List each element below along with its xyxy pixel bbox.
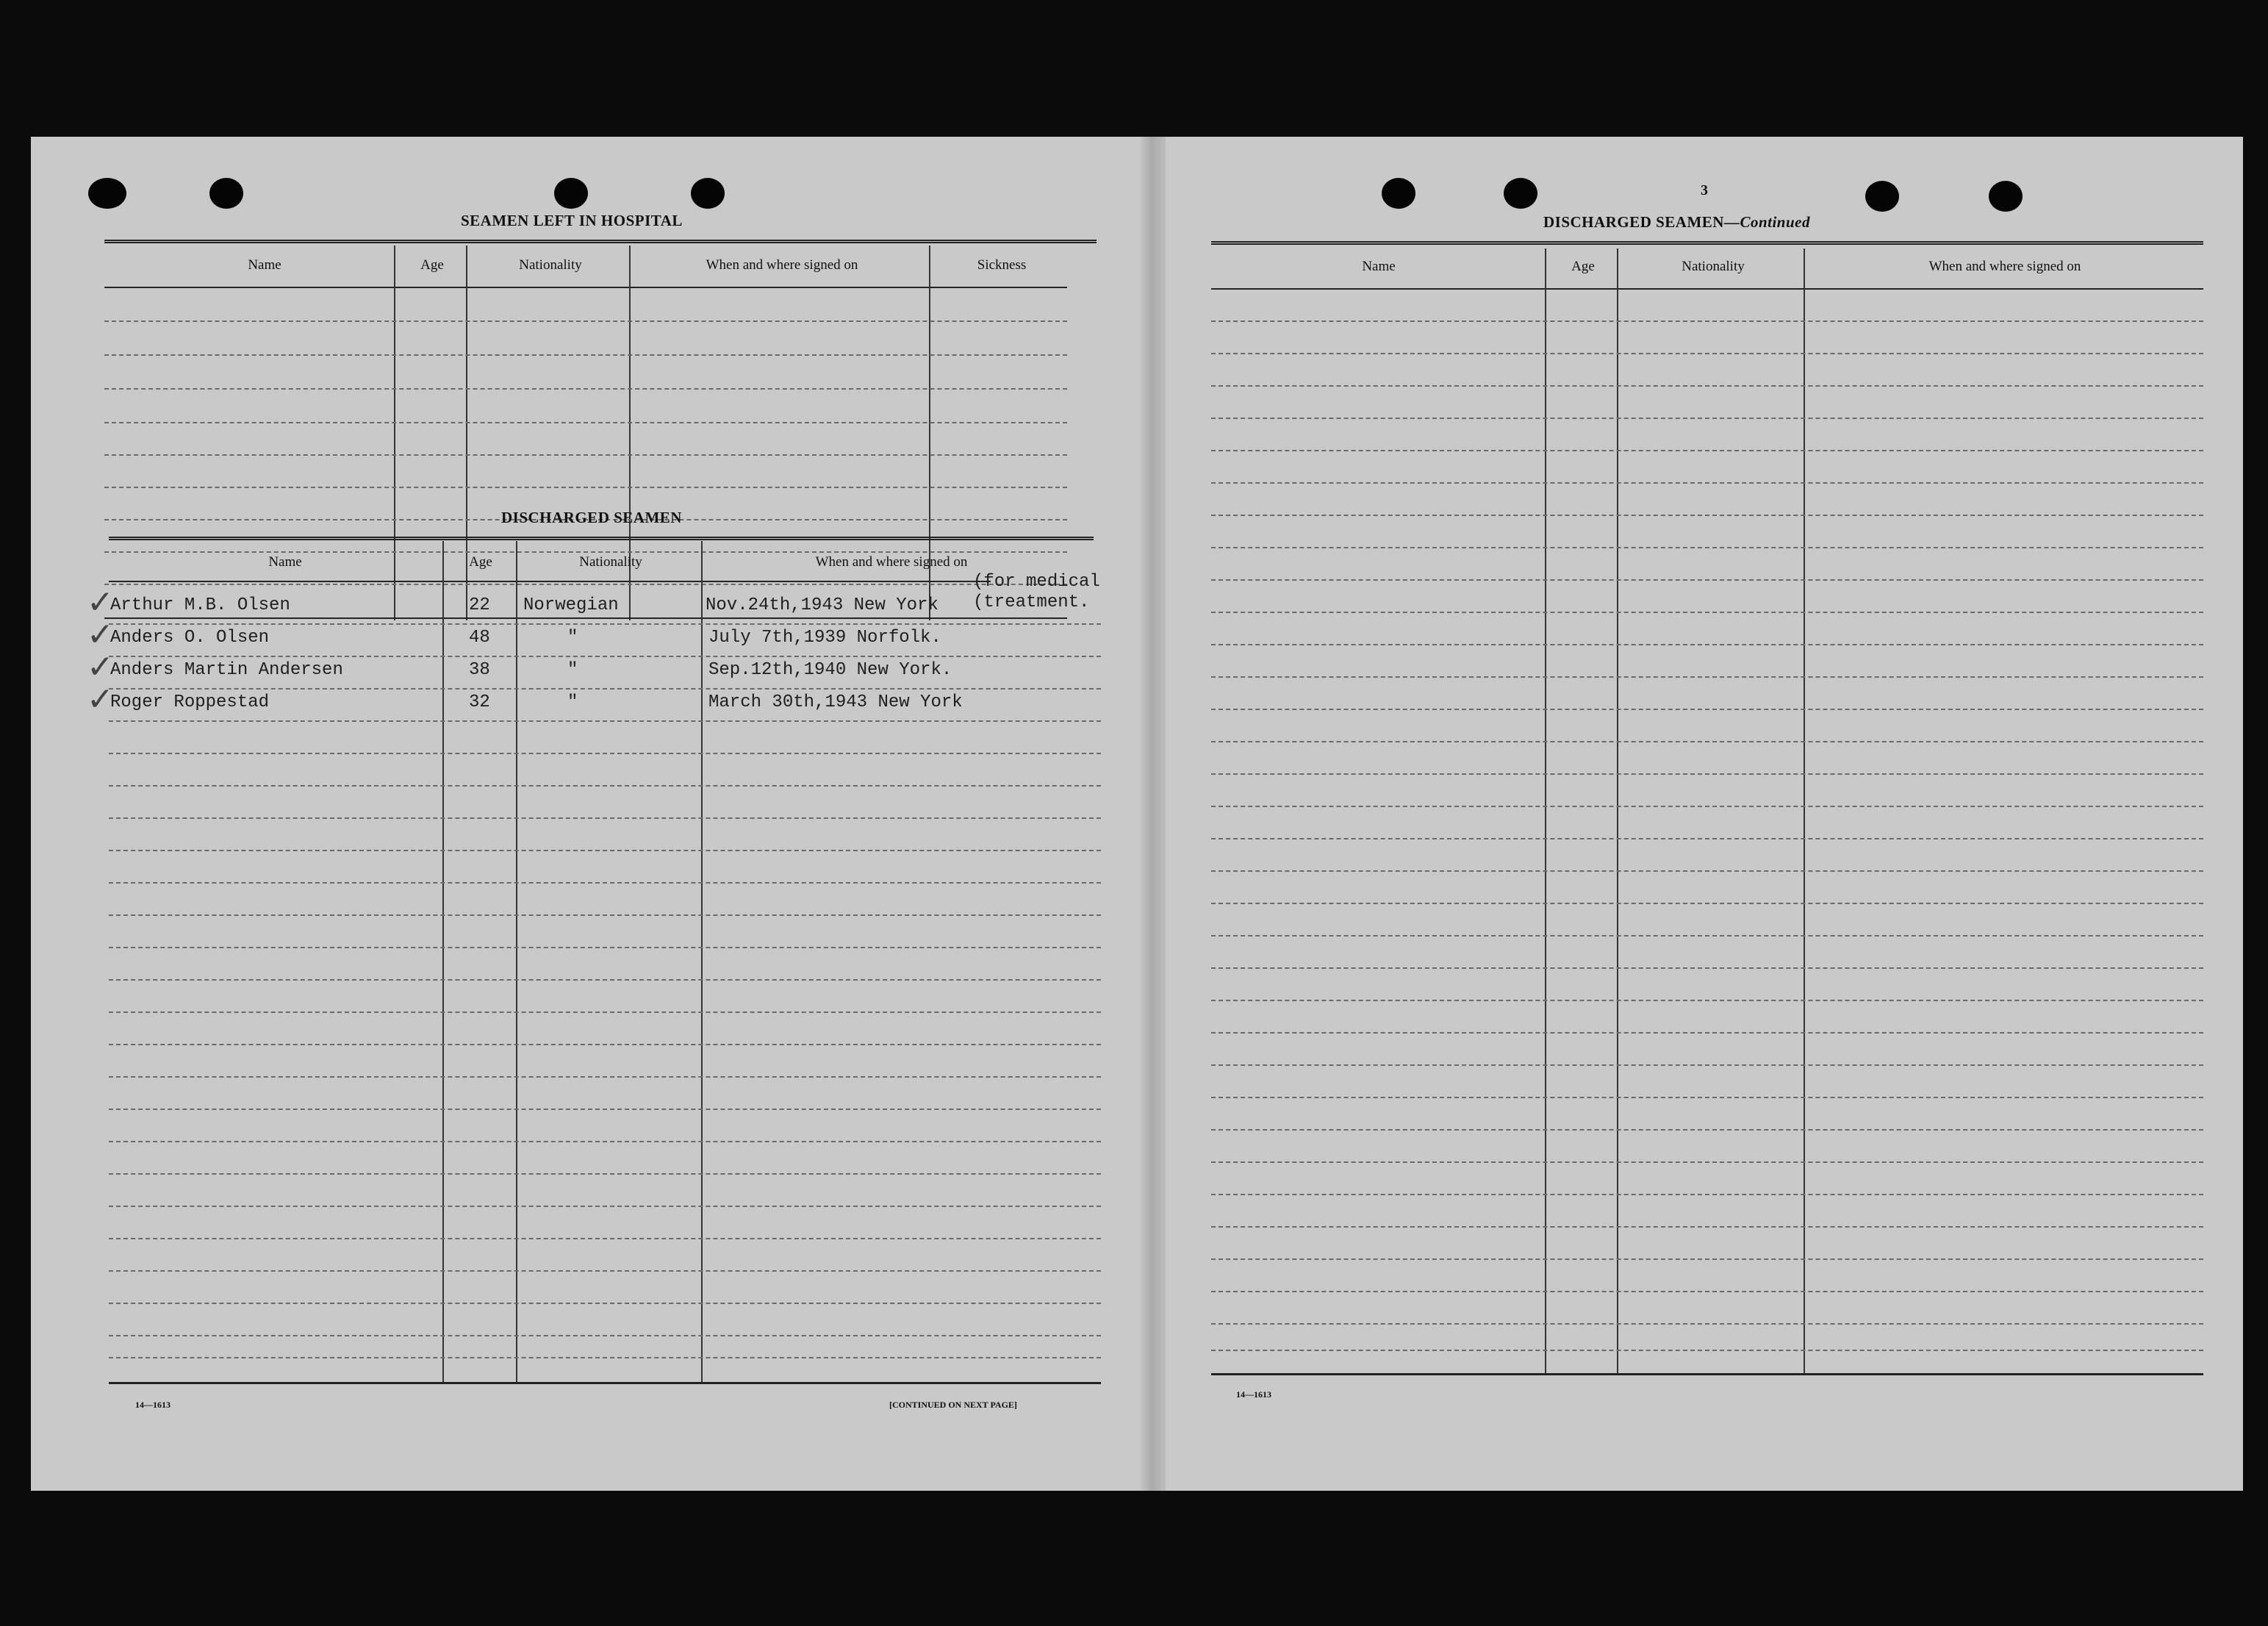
continued-row-line <box>1211 1064 2203 1066</box>
discharged-row-line <box>109 947 1101 948</box>
hospital-row-line <box>104 551 1067 553</box>
punch-hole <box>691 178 725 209</box>
form-number: 14—1613 <box>1236 1389 1271 1400</box>
continued-row-line <box>1211 709 2203 710</box>
continued-table-bottom-rule <box>1211 1373 2203 1375</box>
hospital-col-sickness-header: Sickness <box>977 257 1027 273</box>
discharged-row-line <box>109 817 1101 819</box>
punch-hole <box>1382 178 1415 209</box>
discharged-row-line <box>109 1238 1101 1239</box>
discharged-row-line <box>109 1173 1101 1175</box>
discharged-row-line <box>109 979 1101 981</box>
hospital-col-name-header: Name <box>248 257 281 273</box>
check-mark-icon: ✓ <box>87 681 114 718</box>
hospital-table-top-rule <box>104 240 1097 243</box>
continued-row-line <box>1211 676 2203 678</box>
discharged-row-nationality: " <box>567 692 578 712</box>
continued-row-line <box>1211 806 2203 807</box>
discharged-row-line <box>109 1303 1101 1304</box>
discharged-table-bottom-rule <box>109 1382 1101 1384</box>
continued-row-line <box>1211 773 2203 775</box>
discharged-row-line <box>109 753 1101 754</box>
discharged-row-line <box>109 1076 1101 1078</box>
discharged-row-line <box>109 882 1101 884</box>
continued-row-line <box>1211 612 2203 613</box>
discharged-row-name: Roger Roppestad <box>110 692 270 712</box>
discharged-table-top-rule <box>109 537 1094 540</box>
check-mark-icon: ✓ <box>87 584 114 621</box>
continued-row-line <box>1211 1097 2203 1098</box>
continued-row-line <box>1211 967 2203 969</box>
discharged-row-signed-on: Nov.24th,1943 New York <box>706 595 939 615</box>
hospital-row-line <box>104 454 1067 456</box>
hospital-col-signed-on-header: When and where signed on <box>706 257 858 273</box>
hospital-row-line <box>104 422 1067 423</box>
discharged-row-line <box>109 1044 1101 1045</box>
hospital-row-line <box>104 487 1067 488</box>
discharged-row-name: Anders Martin Andersen <box>110 660 343 680</box>
discharged-row-line <box>109 785 1101 787</box>
discharged-row-age: 48 <box>469 628 490 648</box>
continued-row-line <box>1211 385 2203 387</box>
continued-row-line <box>1211 870 2203 872</box>
hospital-row-line <box>104 354 1067 356</box>
discharged-col-divider <box>701 541 703 1383</box>
continued-row-line <box>1211 1000 2203 1001</box>
discharged-row-line <box>109 1335 1101 1336</box>
discharged-row-age: 32 <box>469 692 490 712</box>
continued-row-line <box>1211 353 2203 354</box>
discharged-row-line <box>109 850 1101 851</box>
continued-row-line <box>1211 1350 2203 1351</box>
discharged-row-nationality: " <box>567 628 578 648</box>
discharged-row-nationality: Norwegian <box>523 595 619 615</box>
continued-title-suffix: —Continued <box>1723 213 1810 231</box>
continued-row-line <box>1211 935 2203 936</box>
continued-row-line <box>1211 1032 2203 1034</box>
discharged-row-line <box>109 1357 1101 1358</box>
continued-col-name-header: Name <box>1362 259 1396 274</box>
continued-row-line <box>1211 903 2203 904</box>
continued-title-main: DISCHARGED SEAMEN <box>1543 213 1724 231</box>
discharged-row-age: 22 <box>469 595 490 615</box>
hospital-col-age-header: Age <box>420 257 444 273</box>
punch-hole <box>88 178 126 209</box>
continued-row-line <box>1211 741 2203 742</box>
punch-hole <box>1989 181 2023 212</box>
check-mark-icon: ✓ <box>87 616 114 653</box>
discharged-row-line <box>109 914 1101 916</box>
discharged-col-divider <box>442 541 444 1383</box>
continued-row-line <box>1211 838 2203 839</box>
continued-section-title <box>1543 213 1810 232</box>
discharged-row-line <box>109 720 1101 722</box>
discharged-col-divider <box>516 541 517 1383</box>
continued-row-line <box>1211 482 2203 484</box>
discharged-row-signed-on: Sep.12th,1940 New York. <box>708 660 952 680</box>
punch-hole <box>1865 181 1899 212</box>
discharged-row-signed-on: July 7th,1939 Norfolk. <box>708 628 941 648</box>
continued-row-line <box>1211 1258 2203 1260</box>
check-mark-icon: ✓ <box>87 648 114 686</box>
continued-col-signed-on-header: When and where signed on <box>1928 259 2081 274</box>
discharged-row-line <box>109 688 1101 690</box>
page-number: 3 <box>1701 182 1708 198</box>
discharged-row-line <box>109 1109 1101 1110</box>
medical-annotation: (treatment. <box>973 592 1090 612</box>
continued-row-line <box>1211 418 2203 419</box>
discharged-col-nationality-header: Nationality <box>579 554 642 570</box>
continued-row-line <box>1211 320 2203 322</box>
discharged-row-age: 38 <box>469 660 490 680</box>
continued-row-line <box>1211 1291 2203 1292</box>
continued-row-line <box>1211 579 2203 581</box>
discharged-row-name: Arthur M.B. Olsen <box>110 595 290 615</box>
continued-row-line <box>1211 547 2203 548</box>
discharged-row-line <box>109 656 1101 657</box>
hospital-section-title: SEAMEN LEFT IN HOSPITAL <box>461 212 683 229</box>
hospital-col-nationality-header: Nationality <box>519 257 582 273</box>
form-number: 14—1613 <box>135 1400 171 1410</box>
punch-hole <box>209 178 243 209</box>
document-sheet <box>31 137 2243 1491</box>
discharged-row-line <box>109 1141 1101 1142</box>
continued-header-rule <box>1211 288 2203 290</box>
discharged-row-signed-on: March 30th,1943 New York <box>708 692 963 712</box>
discharged-section-title: DISCHARGED SEAMEN <box>501 509 682 526</box>
continued-row-line <box>1211 515 2203 516</box>
continued-row-line <box>1211 1161 2203 1163</box>
hospital-row-line <box>104 320 1067 322</box>
continued-row-line <box>1211 1129 2203 1131</box>
hospital-row-line <box>104 388 1067 390</box>
hospital-header-rule <box>104 287 1067 288</box>
discharged-row-line <box>109 1270 1101 1272</box>
discharged-row-line <box>109 1011 1101 1013</box>
punch-hole <box>1504 178 1537 209</box>
continued-row-line <box>1211 450 2203 451</box>
continued-note: [CONTINUED ON NEXT PAGE] <box>889 1400 1017 1410</box>
continued-col-nationality-header: Nationality <box>1682 259 1745 274</box>
discharged-row-name: Anders O. Olsen <box>110 628 270 648</box>
center-fold <box>1141 137 1166 1491</box>
hospital-table-bottom-rule <box>104 617 1067 619</box>
discharged-header-rule <box>109 581 991 582</box>
punch-hole <box>554 178 588 209</box>
continued-row-line <box>1211 1194 2203 1195</box>
discharged-col-name-header: Name <box>268 554 302 570</box>
medical-annotation: (for medical <box>973 572 1100 592</box>
discharged-row-line <box>109 1206 1101 1207</box>
discharged-col-age-header: Age <box>469 554 492 570</box>
continued-row-line <box>1211 1323 2203 1325</box>
continued-row-line <box>1211 644 2203 645</box>
discharged-row-line <box>109 623 1101 625</box>
discharged-row-nationality: " <box>567 660 578 680</box>
continued-table-top-rule <box>1211 241 2203 245</box>
discharged-col-signed-on-header: When and where signed on <box>815 554 968 570</box>
continued-col-age-header: Age <box>1571 259 1595 274</box>
continued-row-line <box>1211 1226 2203 1228</box>
hospital-row-line <box>104 584 1067 585</box>
